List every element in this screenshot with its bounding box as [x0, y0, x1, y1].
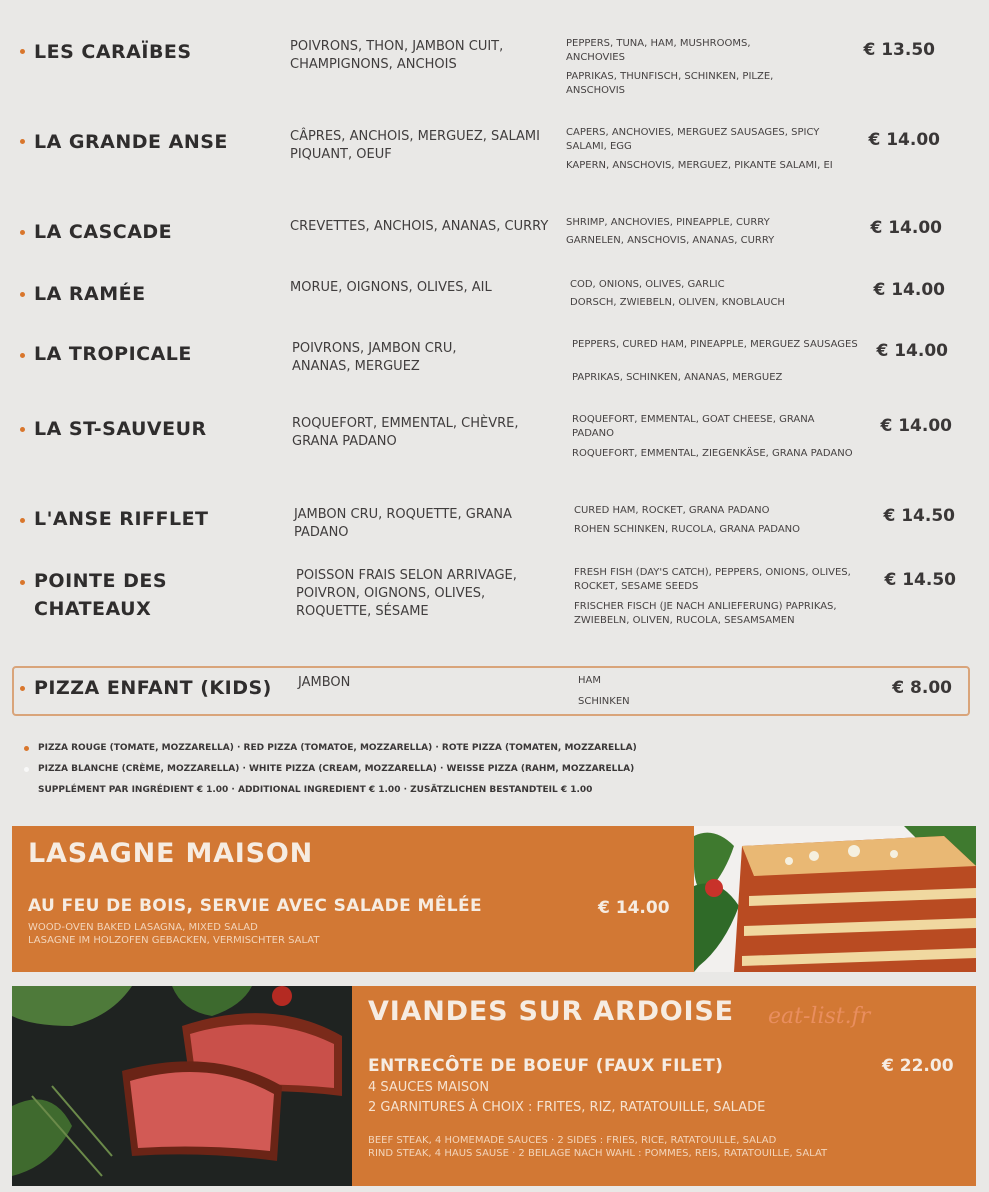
- steak-image-icon: [12, 986, 352, 1186]
- pizza-ingredients-fr: POIVRONS, JAMBON CRU, ANANAS, MERGUEZ: [292, 341, 457, 374]
- pizza-ingredients-de: KAPERN, ANSCHOVIS, MERGUEZ, PIKANTE SALAMI, EI: [566, 160, 833, 171]
- viandes-en: BEEF STEAK, 4 HOMEMADE SAUCES · 2 SIDES : FRIES, RICE, RATATOUILLE, SALAD: [368, 1135, 777, 1146]
- pizza-ingredients-fr: POISSON FRAIS SELON ARRIVAGE, POIVRON, OIGNONS, OLIVES, ROQUETTE, SÉSAME: [296, 568, 517, 619]
- pizza-ingredients-fr: JAMBON CRU, ROQUETTE, GRANA PADANO: [294, 507, 512, 540]
- pizza-ingredients-de: PAPRIKAS, THUNFISCH, SCHINKEN, PILZE, ANSCHOVIS: [566, 71, 774, 96]
- pizza-ingredients-de: ROHEN SCHINKEN, RUCOLA, GRANA PADANO: [574, 524, 801, 535]
- note-text: SUPPLÉMENT PAR INGRÉDIENT € 1.00 · ADDITIONAL INGREDIENT € 1.00 · ZUSÄTZLICHEN BESTANDTEIL € 1.00: [38, 785, 593, 795]
- lasagne-de: LASAGNE IM HOLZOFEN GEBACKEN, VERMISCHTER SALAT: [28, 935, 320, 946]
- pizza-name: LA ST-SAUVEUR: [34, 418, 207, 440]
- pizza-ingredients-de: PAPRIKAS, SCHINKEN, ANANAS, MERGUEZ: [572, 372, 783, 383]
- note-pizza-rouge: [22, 738, 962, 759]
- pizza-notes: [22, 738, 962, 801]
- pizza-ingredients-fr: CREVETTES, ANCHOIS, ANANAS, CURRY: [290, 219, 549, 234]
- viandes-dish: ENTRECÔTE DE BOEUF (FAUX FILET): [368, 1056, 724, 1076]
- pizza-price: € 14.00: [870, 218, 942, 238]
- lasagne-price: € 14.00: [598, 898, 670, 918]
- pizza-ingredients-fr: MORUE, OIGNONS, OLIVES, AIL: [290, 280, 492, 295]
- note-supplement: [22, 780, 962, 801]
- pizza-price: € 14.50: [883, 506, 955, 526]
- pizza-name: L'ANSE RIFFLET: [34, 508, 209, 530]
- pizza-price: € 8.00: [892, 678, 952, 698]
- pizza-price: € 14.50: [884, 570, 956, 590]
- lasagne-subtitle: AU FEU DE BOIS, SERVIE AVEC SALADE MÊLÉE: [28, 896, 483, 916]
- pizza-name: LA CASCADE: [34, 221, 173, 243]
- pizza-ingredients-fr: POIVRONS, THON, JAMBON CUIT, CHAMPIGNONS, ANCHOIS: [290, 39, 504, 72]
- pizza-ingredients-en: HAM: [578, 675, 601, 686]
- lasagne-panel: [12, 826, 694, 972]
- bullet-icon: [20, 686, 25, 691]
- pizza-ingredients-fr: JAMBON: [298, 675, 351, 690]
- bullet-icon: [20, 230, 25, 235]
- lasagne-photo: [694, 826, 976, 972]
- bullet-icon: [24, 767, 29, 772]
- pizza-ingredients-en: SHRIMP, ANCHOVIES, PINEAPPLE, CURRY: [566, 217, 770, 228]
- viandes-de: RIND STEAK, 4 HAUS SAUSE · 2 BEILAGE NACH WAHL : POMMES, REIS, RATATOUILLE, SALAT: [368, 1148, 828, 1159]
- pizza-price: € 14.00: [880, 416, 952, 436]
- pizza-ingredients-en: CURED HAM, ROCKET, GRANA PADANO: [574, 505, 770, 516]
- pizza-ingredients-fr: ROQUEFORT, EMMENTAL, CHÈVRE, GRANA PADANO: [292, 416, 519, 449]
- pizza-ingredients-de: ROQUEFORT, EMMENTAL, ZIEGENKÄSE, GRANA PADANO: [572, 448, 853, 459]
- pizza-ingredients-de: SCHINKEN: [578, 696, 630, 707]
- pizza-ingredients-en: ROQUEFORT, EMMENTAL, GOAT CHEESE, GRANA PADANO: [572, 414, 815, 439]
- pizza-price: € 14.00: [876, 341, 948, 361]
- viandes-line1: 4 SAUCES MAISON: [368, 1080, 490, 1095]
- lasagne-image-icon: [694, 826, 976, 972]
- bullet-icon: [24, 746, 29, 751]
- steak-photo: [12, 986, 352, 1186]
- pizza-ingredients-de: GARNELEN, ANSCHOVIS, ANANAS, CURRY: [566, 235, 775, 246]
- pizza-ingredients-fr: CÂPRES, ANCHOIS, MERGUEZ, SALAMI PIQUANT, OEUF: [290, 129, 540, 162]
- pizza-name: LA TROPICALE: [34, 343, 192, 365]
- bullet-icon: [20, 292, 25, 297]
- bullet-icon: [20, 139, 25, 144]
- pizza-name: LA GRANDE ANSE: [34, 131, 228, 153]
- lasagne-title: LASAGNE MAISON: [28, 838, 314, 869]
- bullet-icon: [20, 518, 25, 523]
- bullet-icon: [20, 353, 25, 358]
- pizza-ingredients-en: COD, ONIONS, OLIVES, GARLIC: [570, 279, 725, 290]
- pizza-name: LA RAMÉE: [34, 283, 146, 305]
- pizza-name: LES CARAÏBES: [34, 41, 192, 63]
- pizza-ingredients-en: CAPERS, ANCHOVIES, MERGUEZ SAUSAGES, SPICY SALAMI, EGG: [566, 127, 820, 152]
- pizza-name: POINTE DES CHATEAUX: [34, 570, 168, 620]
- pizza-ingredients-en: PEPPERS, TUNA, HAM, MUSHROOMS, ANCHOVIES: [566, 38, 751, 63]
- lasagne-en: WOOD-OVEN BAKED LASAGNA, MIXED SALAD: [28, 922, 258, 933]
- bullet-icon: [20, 49, 25, 54]
- pizza-ingredients-de: FRISCHER FISCH (JE NACH ANLIEFERUNG) PAPRIKAS, ZWIEBELN, OLIVEN, RUCOLA, SESAMSAMEN: [574, 601, 837, 626]
- pizza-price: € 14.00: [868, 130, 940, 150]
- note-text: PIZZA BLANCHE (CRÈME, MOZZARELLA) · WHITE PIZZA (CREAM, MOZZARELLA) · WEISSE PIZZA (RAHM, MOZZARELLA): [38, 764, 635, 774]
- pizza-price: € 13.50: [863, 40, 935, 60]
- pizza-ingredients-en: FRESH FISH (DAY'S CATCH), PEPPERS, ONIONS, OLIVES, ROCKET, SESAME SEEDS: [574, 567, 851, 592]
- pizza-ingredients-de: DORSCH, ZWIEBELN, OLIVEN, KNOBLAUCH: [570, 297, 785, 308]
- pizza-name: PIZZA ENFANT (KIDS): [34, 677, 272, 699]
- watermark: eat-list.fr: [768, 1004, 871, 1029]
- viandes-line2: 2 GARNITURES À CHOIX : FRITES, RIZ, RATATOUILLE, SALADE: [368, 1100, 766, 1115]
- bullet-icon: [20, 580, 25, 585]
- note-text: PIZZA ROUGE (TOMATE, MOZZARELLA) · RED PIZZA (TOMATOE, MOZZARELLA) · ROTE PIZZA (TOMATEN, MOZZARELLA): [38, 743, 637, 753]
- bullet-icon: [20, 427, 25, 432]
- pizza-price: € 14.00: [873, 280, 945, 300]
- note-pizza-blanche: [22, 759, 962, 780]
- viandes-panel: [352, 986, 976, 1186]
- viandes-price: € 22.00: [882, 1056, 954, 1076]
- pizza-ingredients-en: PEPPERS, CURED HAM, PINEAPPLE, MERGUEZ SAUSAGES: [572, 339, 858, 350]
- viandes-title: VIANDES SUR ARDOISE: [368, 996, 734, 1027]
